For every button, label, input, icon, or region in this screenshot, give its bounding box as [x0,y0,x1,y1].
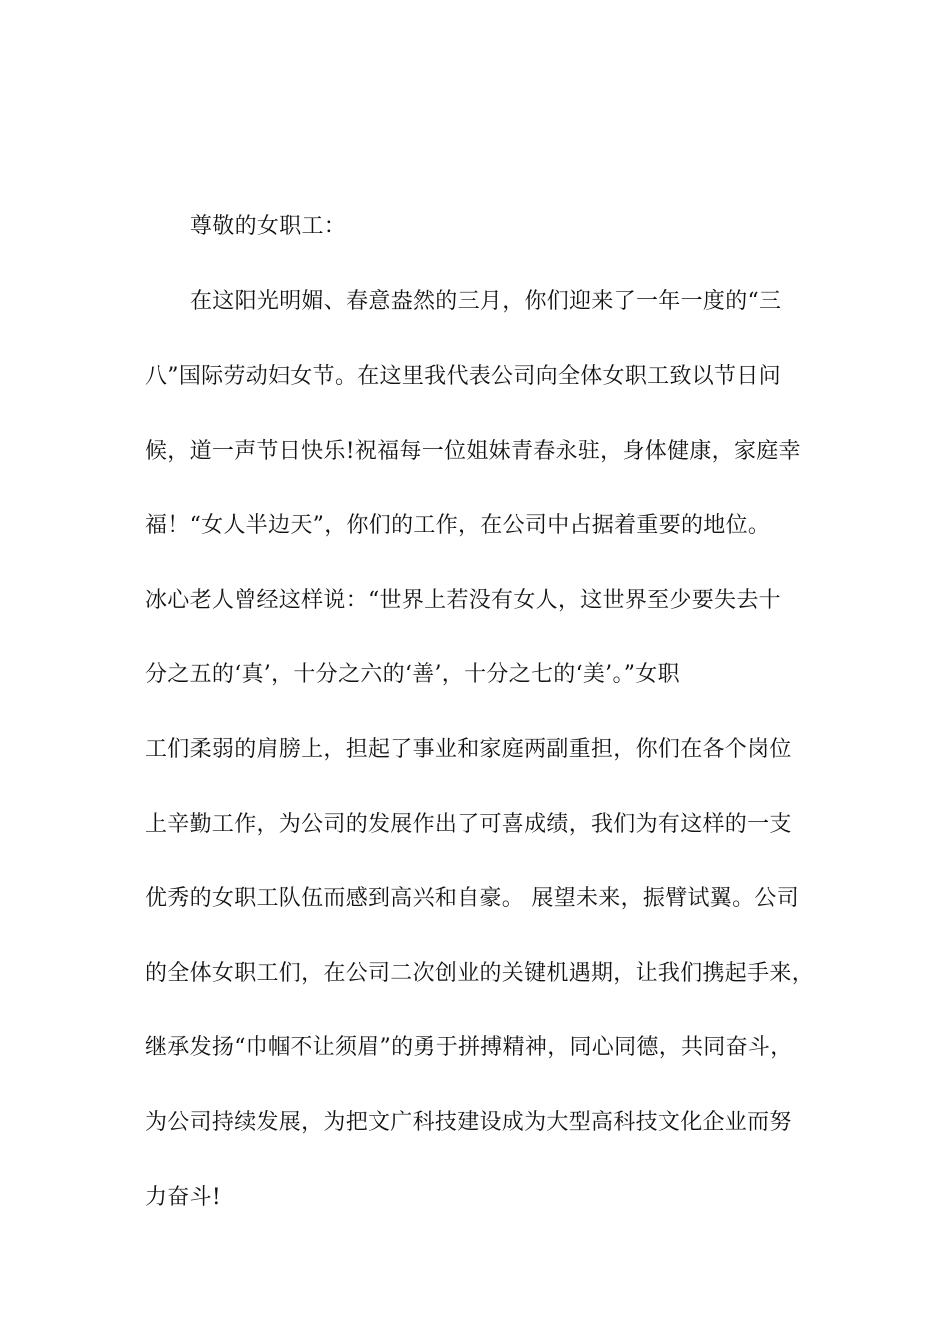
body-line: 力奋斗! [145,1185,222,1210]
body-line: 福！“女人半边天”，你们的工作，在公司中占据着重要的地位。 [145,513,771,538]
body-line: 工们柔弱的肩膀上，担起了事业和家庭两副重担，你们在各个岗位 [145,737,792,762]
body-line: 继承发扬“巾帼不让须眉”的勇于拼搏精神，同心同德，共同奋斗， [145,1035,793,1060]
body-line: 优秀的女职工队伍而感到高兴和自豪。 展望未来，振臂试翼。公司 [145,886,799,911]
body-line: 候，道一声节日快乐!祝福每一位姐妹青春永驻，身体健康，家庭幸 [145,439,801,464]
body-line: 的全体女职工们，在公司二次创业的关键机遇期，让我们携起手来， [145,961,815,986]
body-line: 八”国际劳动妇女节。在这里我代表公司向全体女职工致以节日问 [145,364,781,389]
body-line: 上辛勤工作，为公司的发展作出了可喜成绩，我们为有这样的一支 [145,812,792,837]
salutation: 尊敬的女职工： [190,214,347,239]
body-line: 分之五的‘真’，十分之六的‘善’，十分之七的‘美’。”女职 [145,662,680,687]
body-line: 为公司持续发展，为把文广科技建设成为大型高科技文化企业而努 [145,1110,792,1135]
body-line: 在这阳光明媚、春意盎然的三月，你们迎来了一年一度的“三 [190,289,782,314]
body-line: 冰心老人曾经这样说：“世界上若没有女人，这世界至少要失去十 [145,588,781,613]
